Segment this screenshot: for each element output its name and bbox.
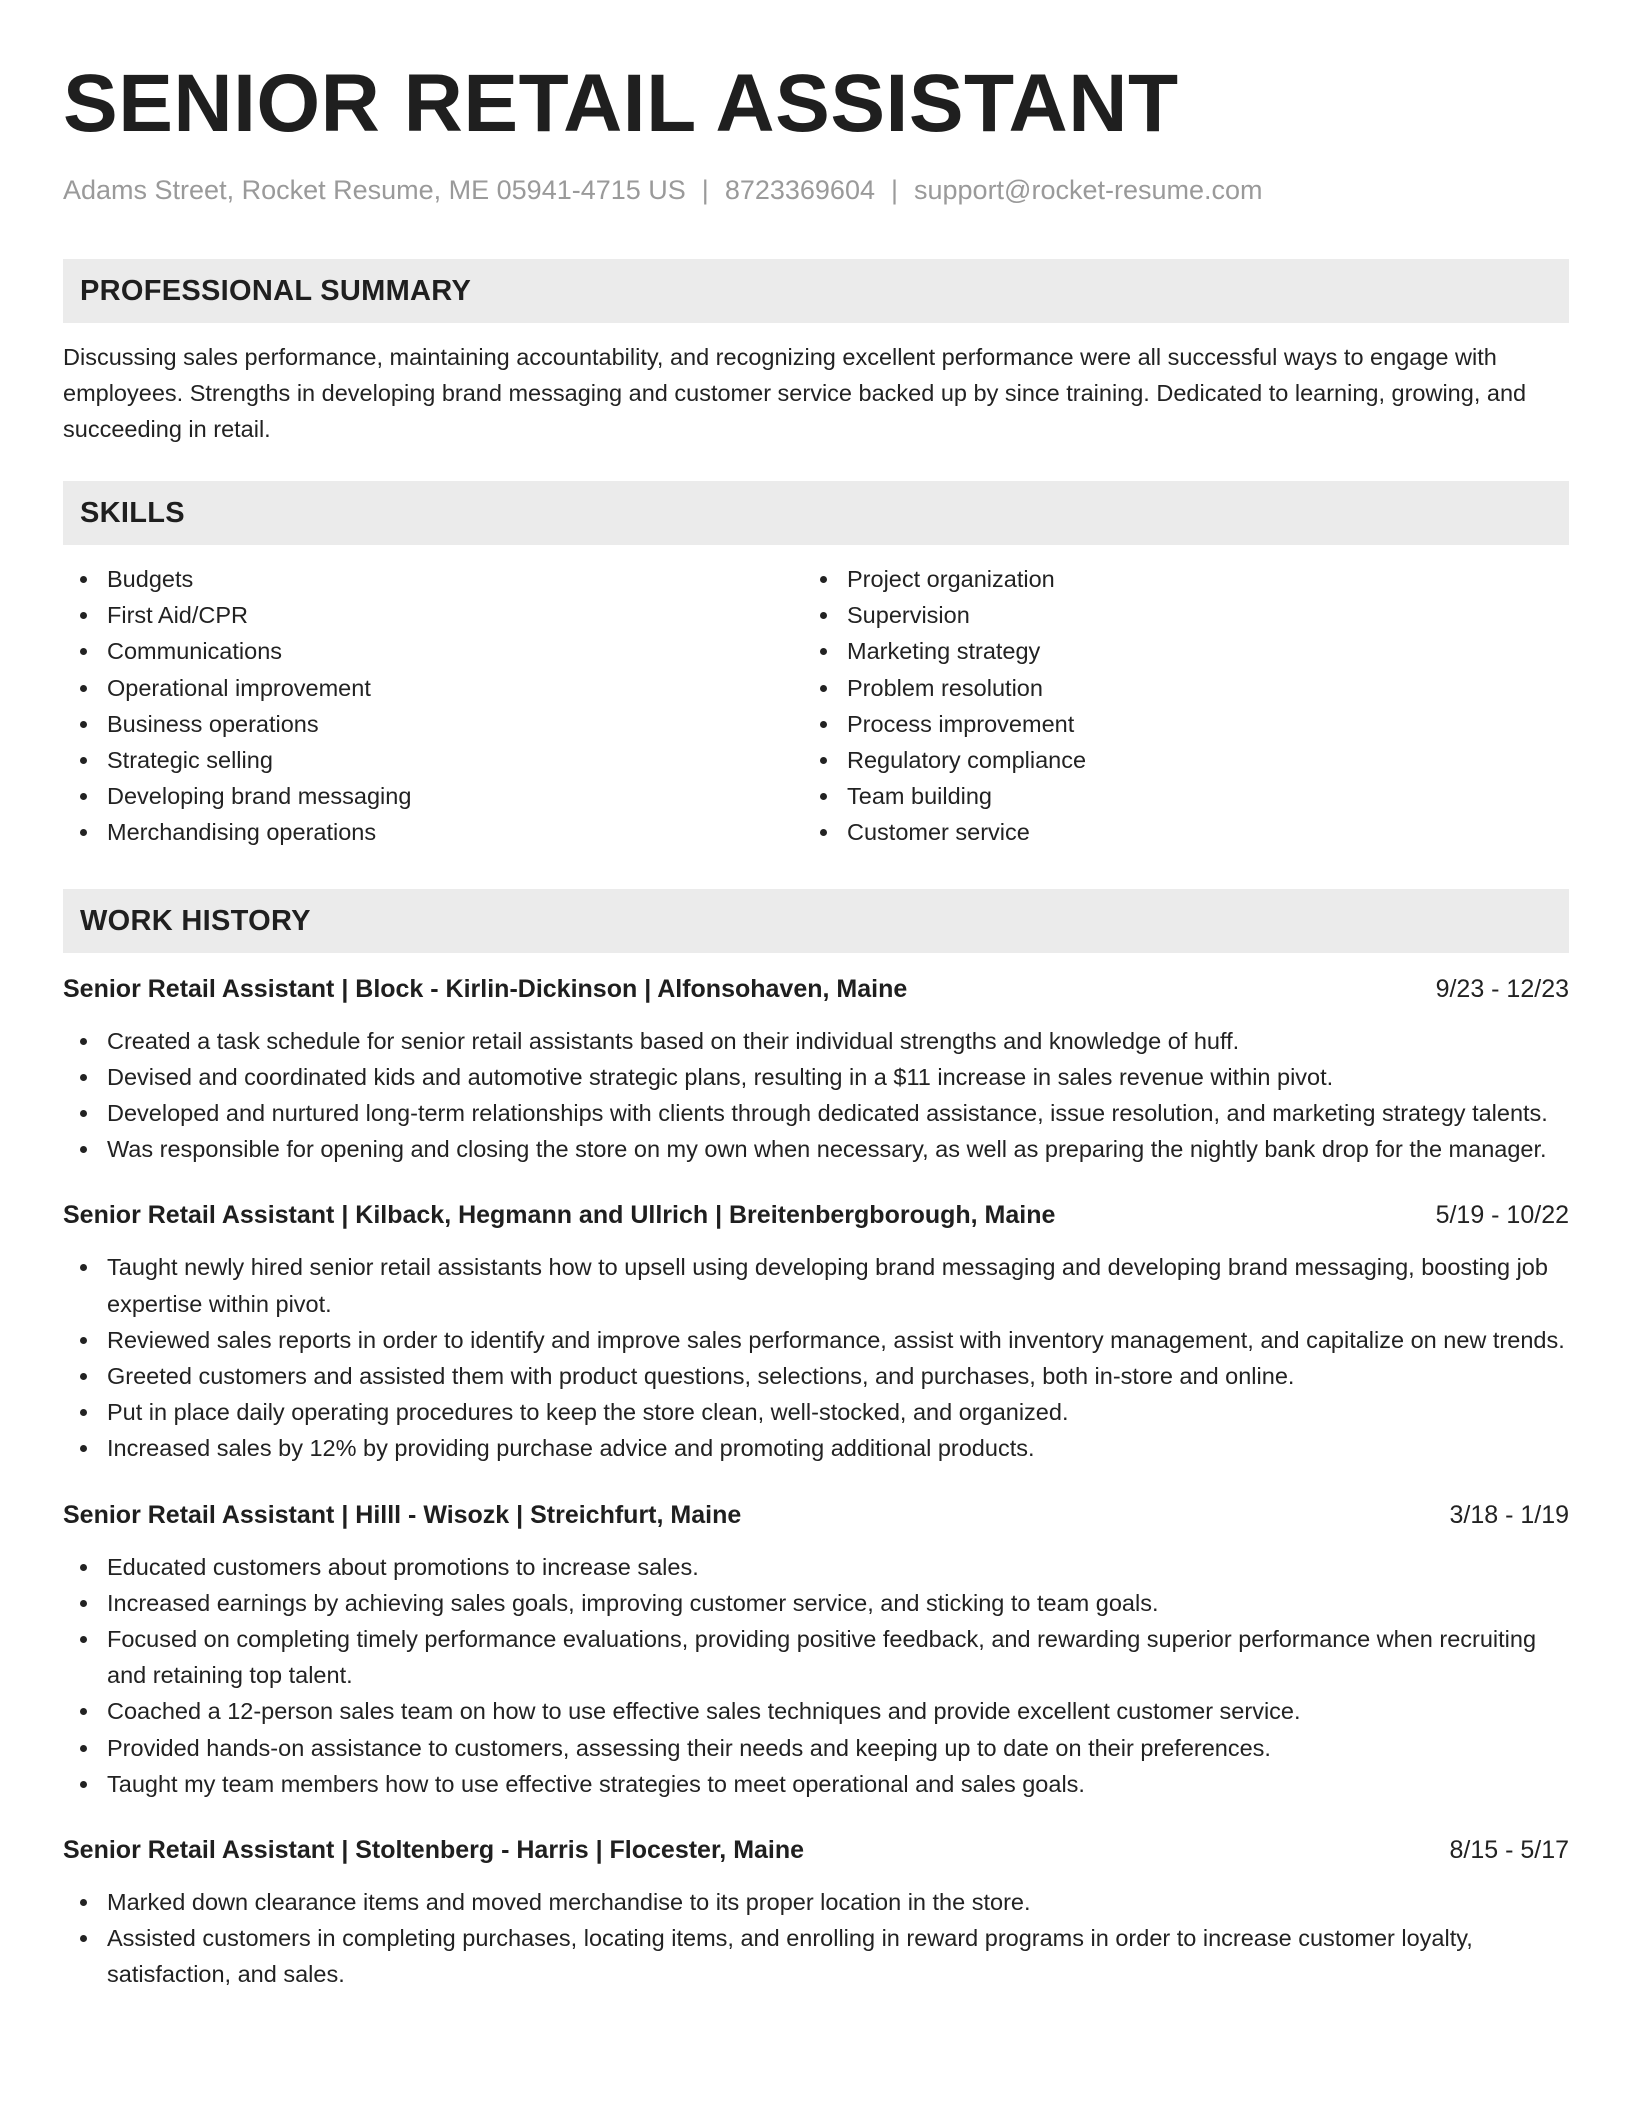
skills-column-right bbox=[803, 561, 1543, 851]
job-bullet: Provided hands-on assistance to customers, assessing their needs and keeping up to date on their preferences. bbox=[63, 1730, 1569, 1766]
job-title: Senior Retail Assistant | Block - Kirlin-Dickinson | Alfonsohaven, Maine bbox=[63, 974, 908, 1003]
contact-line bbox=[63, 172, 1569, 208]
contact-email: support@rocket-resume.com bbox=[914, 175, 1263, 205]
section-header-work-history: WORK HISTORY bbox=[63, 889, 1569, 953]
section-header-summary: PROFESSIONAL SUMMARY bbox=[63, 259, 1569, 323]
skill-item: Developing brand messaging bbox=[63, 778, 803, 814]
job-entry bbox=[63, 1497, 1569, 1802]
job-header bbox=[63, 1197, 1569, 1233]
job-entry bbox=[63, 1832, 1569, 1993]
skill-item: Strategic selling bbox=[63, 742, 803, 778]
job-bullet: Put in place daily operating procedures to keep the store clean, well-stocked, and organized. bbox=[63, 1394, 1569, 1430]
summary-text: Discussing sales performance, maintaining accountability, and recognizing excellent performance were all successful ways to engage with employees. Strengths in developing brand messaging and customer service backed up by since training. Dedicated to learning, growing, and succeeding in retail. bbox=[63, 344, 1527, 442]
job-bullet: Taught newly hired senior retail assistants how to upsell using developing brand messaging and developing brand messaging, boosting job expertise within pivot. bbox=[63, 1249, 1569, 1321]
job-bullet: Assisted customers in completing purchases, locating items, and enrolling in reward programs in order to increase customer loyalty, satisfaction, and sales. bbox=[63, 1920, 1569, 1992]
skill-item: Budgets bbox=[63, 561, 803, 597]
skill-item: First Aid/CPR bbox=[63, 597, 803, 633]
job-bullet: Created a task schedule for senior retail assistants based on their individual strengths and knowledge of huff. bbox=[63, 1023, 1569, 1059]
job-bullets bbox=[63, 1549, 1569, 1802]
job-bullet: Increased earnings by achieving sales goals, improving customer service, and sticking to team goals. bbox=[63, 1585, 1569, 1621]
skill-item: Operational improvement bbox=[63, 670, 803, 706]
job-bullet: Developed and nurtured long-term relationships with clients through dedicated assistance, issue resolution, and marketing strategy talents. bbox=[63, 1095, 1569, 1131]
candidate-name: SENIOR RETAIL ASSISTANT bbox=[63, 58, 1179, 149]
skill-item: Supervision bbox=[803, 597, 1543, 633]
job-dates: 3/18 - 1/19 bbox=[1449, 1500, 1569, 1529]
job-bullet: Devised and coordinated kids and automotive strategic plans, resulting in a $11 increase in sales revenue within pivot. bbox=[63, 1059, 1569, 1095]
job-entry bbox=[63, 971, 1569, 1168]
job-bullets bbox=[63, 1249, 1569, 1466]
skill-item: Problem resolution bbox=[803, 670, 1543, 706]
job-bullet: Marked down clearance items and moved merchandise to its proper location in the store. bbox=[63, 1884, 1569, 1920]
skill-item: Regulatory compliance bbox=[803, 742, 1543, 778]
contact-separator: | bbox=[701, 175, 709, 205]
job-bullet: Coached a 12-person sales team on how to use effective sales techniques and provide excellent customer service. bbox=[63, 1693, 1569, 1729]
job-bullet: Was responsible for opening and closing the store on my own when necessary, as well as preparing the nightly bank drop for the manager. bbox=[63, 1131, 1569, 1167]
job-dates: 8/15 - 5/17 bbox=[1449, 1836, 1569, 1865]
section-header-skills: SKILLS bbox=[63, 481, 1569, 545]
skill-item: Business operations bbox=[63, 706, 803, 742]
job-title: Senior Retail Assistant | Stoltenberg - Harris | Flocester, Maine bbox=[63, 1836, 805, 1865]
job-dates: 9/23 - 12/23 bbox=[1435, 974, 1569, 1003]
skill-item: Marketing strategy bbox=[803, 633, 1543, 669]
job-bullet: Educated customers about promotions to increase sales. bbox=[63, 1549, 1569, 1585]
skill-item: Customer service bbox=[803, 814, 1543, 850]
job-bullet: Reviewed sales reports in order to identify and improve sales performance, assist with inventory management, and capitalize on new trends. bbox=[63, 1322, 1569, 1358]
skill-item: Process improvement bbox=[803, 706, 1543, 742]
contact-address: Adams Street, Rocket Resume, ME 05941-4715 US bbox=[63, 175, 686, 205]
skills-column-left bbox=[63, 561, 803, 851]
job-header bbox=[63, 1497, 1569, 1533]
job-header bbox=[63, 971, 1569, 1007]
job-bullet: Taught my team members how to use effective strategies to meet operational and sales goals. bbox=[63, 1766, 1569, 1802]
job-bullets bbox=[63, 1884, 1569, 1993]
job-entry bbox=[63, 1197, 1569, 1466]
job-bullet: Increased sales by 12% by providing purchase advice and promoting additional products. bbox=[63, 1430, 1569, 1466]
job-bullet: Focused on completing timely performance evaluations, providing positive feedback, and rewarding superior performance when recruiting and retaining top talent. bbox=[63, 1621, 1569, 1693]
skill-item: Communications bbox=[63, 633, 803, 669]
skill-item: Team building bbox=[803, 778, 1543, 814]
contact-phone: 8723369604 bbox=[724, 175, 875, 205]
job-title: Senior Retail Assistant | Hilll - Wisozk | Streichfurt, Maine bbox=[63, 1500, 742, 1529]
skill-item: Merchandising operations bbox=[63, 814, 803, 850]
contact-separator: | bbox=[890, 175, 898, 205]
job-dates: 5/19 - 10/22 bbox=[1435, 1201, 1569, 1230]
job-header bbox=[63, 1832, 1569, 1868]
skill-item: Project organization bbox=[803, 561, 1543, 597]
job-bullet: Greeted customers and assisted them with product questions, selections, and purchases, both in-store and online. bbox=[63, 1358, 1569, 1394]
skills-grid bbox=[63, 561, 1569, 851]
job-bullets bbox=[63, 1023, 1569, 1168]
job-title: Senior Retail Assistant | Kilback, Hegmann and Ullrich | Breitenbergborough, Maine bbox=[63, 1201, 1056, 1230]
